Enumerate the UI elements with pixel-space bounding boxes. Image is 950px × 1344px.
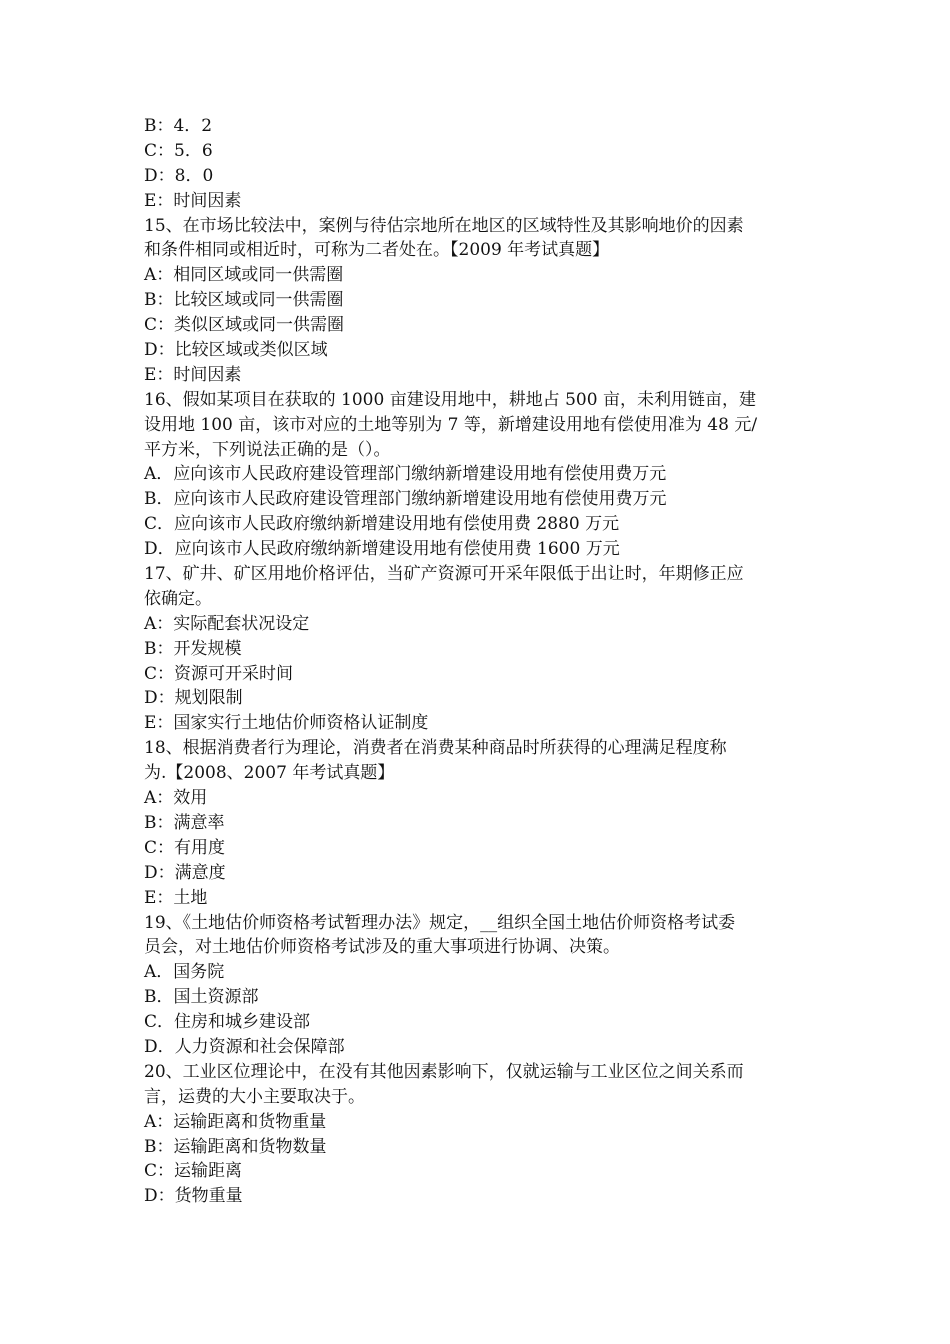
answer-option: C：类似区域或同一供需圈 [144, 315, 345, 336]
answer-option: A：实际配套状况设定 [144, 613, 310, 634]
question-line: 和条件相同或相近时，可称为二者处在。【2009 年考试真题】 [144, 240, 610, 261]
answer-option: A：相同区域或同一供需圈 [144, 265, 344, 286]
answer-option: C：5．6 [144, 140, 213, 161]
question-stem [144, 388, 812, 463]
answer-option: D：规划限制 [144, 688, 243, 709]
document-body [144, 114, 812, 1209]
question-stem [144, 562, 812, 612]
answer-option: C．住房和城乡建设部 [144, 1012, 311, 1033]
answer-option: A．国务院 [144, 962, 225, 983]
answer-option: D：8．0 [144, 165, 214, 186]
answer-option: E：时间因素 [144, 364, 242, 385]
question-line: 设用地 100 亩，该市对应的土地等别为 7 等，新增建设用地有偿使用准为 48 元/ [144, 414, 758, 435]
answer-option: C．应向该市人民政府缴纳新增建设用地有偿使用费 2880 万元 [144, 514, 620, 535]
answer-option: B：比较区域或同一供需圈 [144, 290, 344, 311]
question-line: 15、在市场比较法中，案例与待估宗地所在地区的区域特性及其影响地价的因素 [144, 215, 744, 236]
question-line: 言，运费的大小主要取决于。 [144, 1086, 365, 1107]
answer-option: B：4．2 [144, 116, 213, 136]
answer-option: B：运输距离和货物数量 [144, 1136, 327, 1157]
answer-option: E：时间因素 [144, 190, 242, 211]
question-stem [144, 214, 812, 264]
question-line: 20、工业区位理论中，在没有其他因素影响下，仅就运输与工业区位之间关系而 [144, 1061, 744, 1082]
question-line: 16、假如某项目在获取的 1000 亩建设用地中，耕地占 500 亩，未利用链亩，建 [144, 389, 756, 410]
question-line: 18、根据消费者行为理论，消费者在消费某种商品时所获得的心理满足程度称 [144, 738, 727, 759]
answer-option: D：比较区域或类似区域 [144, 340, 328, 361]
answer-option: D：货物重量 [144, 1186, 243, 1207]
question-line: 17、矿井、矿区用地价格评估，当矿产资源可开采年限低于出让时，年期修正应 [144, 564, 744, 585]
answer-option: B：开发规模 [144, 638, 242, 659]
answer-option: D．应向该市人民政府缴纳新增建设用地有偿使用费 1600 万元 [144, 539, 620, 560]
answer-option: B．应向该市人民政府建设管理部门缴纳新增建设用地有偿使用费万元 [144, 489, 667, 510]
answer-option: C：资源可开采时间 [144, 663, 294, 684]
answer-option: D：满意度 [144, 862, 226, 883]
answer-option: B．国土资源部 [144, 987, 259, 1008]
question-line: 平方米，下列说法正确的是（）。 [144, 439, 391, 460]
answer-option: D．人力资源和社会保障部 [144, 1036, 345, 1057]
answer-option: A：效用 [144, 788, 208, 809]
question-line: 依确定。 [144, 588, 212, 609]
answer-option: E：土地 [144, 887, 208, 908]
question-line: 19、《土地估价师资格考试暂理办法》规定，__组织全国土地估价师资格考试委 [144, 912, 736, 933]
answer-option: A．应向该市人民政府建设管理部门缴纳新增建设用地有偿使用费万元 [144, 464, 667, 485]
answer-option: C：运输距离 [144, 1161, 243, 1182]
question-stem [144, 911, 812, 961]
answer-option: B：满意率 [144, 812, 225, 833]
question-stem [144, 736, 812, 786]
question-stem [144, 1060, 812, 1110]
answer-option: A：运输距离和货物重量 [144, 1111, 327, 1132]
answer-option: E：国家实行土地估价师资格认证制度 [144, 713, 429, 734]
answer-option: C：有用度 [144, 837, 226, 858]
question-line: 为.【2008、2007 年考试真题】 [144, 763, 395, 784]
question-line: 员会，对土地估价师资格考试涉及的重大事项进行协调、决策。 [144, 937, 620, 958]
